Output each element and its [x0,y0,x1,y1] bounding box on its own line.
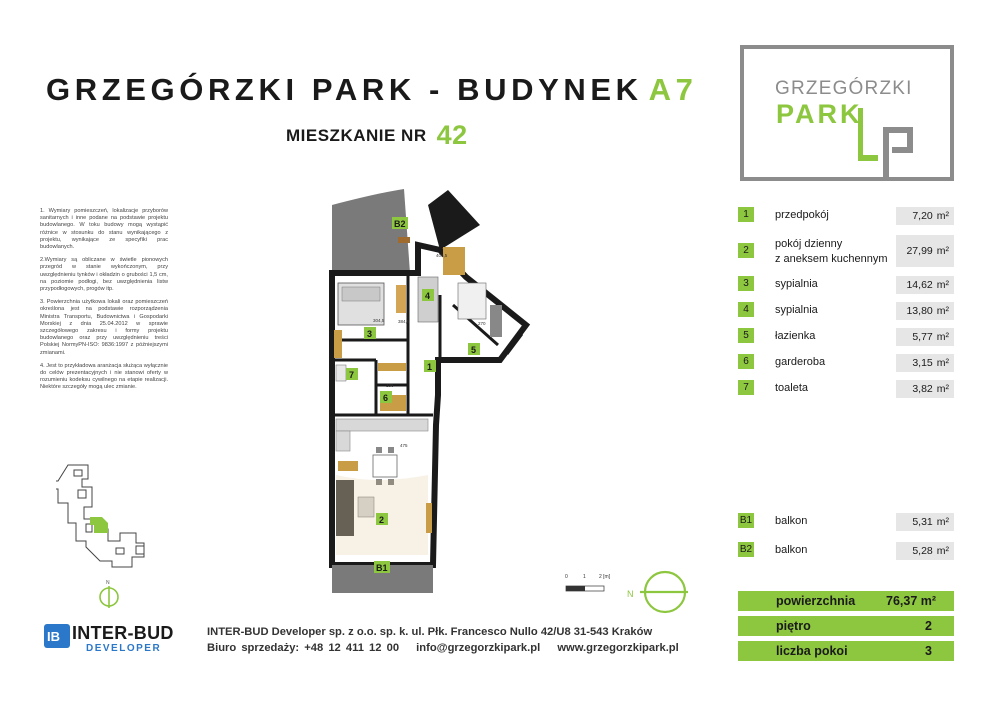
svg-text:1: 1 [583,574,586,580]
room-row [738,274,954,294]
developer-name: INTER-BUD [72,623,174,643]
note-1: 1. Wymiary pomieszczeń, lokalizacje przyborów sanitarnych i inne podane na podstawie projektu budowlanego. W toku budowy mogą wystąpić różnice w stosunku do stanu wynikającego z projektu, wynikające ze specyfiki prac budowlanych. [40,208,168,251]
room-row [738,235,954,267]
plan-label-room-1: 1 [427,362,433,372]
room-number: 3 [738,276,754,291]
apartment-heading: MIESZKANIE NR 42 [286,120,468,150]
room-name: sypialnia [775,304,818,316]
summary-area-value: 76,37 m² [886,594,937,608]
building-code: A7 [648,72,698,107]
note-3: 3. Powierzchnia użytkowa lokali oraz pomieszczeń określona jest na podstawie rozporządzenia Ministra Transportu, Budownictwa i Gospodarki Morskiej z dnia 25.04.2012 w sprawie szczegółowego zakresu i formy projektu budowlanego oraz przy uwzględnieniu treści Polskiej NormyPN-ISO: 9836:1997 z późniejszymi zmianami. [40,299,168,356]
sales-email-link[interactable]: info@grzegorzkipark.pl [416,642,541,654]
apartment-number: 42 [436,120,468,150]
room-row [738,378,954,398]
dim-label-c: 406,5 [436,253,448,258]
apartment-floor-plan [318,185,548,595]
dim-label-f: 270 [478,321,486,326]
summary-floor-label: piętro [776,619,811,633]
brand-logo-mark-icon [858,108,918,180]
room-area: 27,99 m² [896,235,954,267]
room-area: 3,15 m² [896,354,954,372]
balcony-name: balkon [775,515,808,527]
summary-area-label: powierzchnia [776,594,856,608]
sales-contact [207,642,691,654]
room-row [738,205,954,225]
plan-label-room-3: 3 [367,329,373,339]
developer-subtitle: DEVELOPER [86,643,162,654]
inter-bud-logo-icon [44,624,70,648]
room-number: 1 [738,207,754,222]
balcony-area: 5,31 m² [896,513,954,531]
summary-floor-value: 2 [925,619,932,633]
plan-label-room-6: 6 [383,393,389,403]
balcony-area: 5,28 m² [896,542,954,560]
room-area: 5,77 m² [896,328,954,346]
plan-label-room-7: 7 [349,370,355,380]
room-name: toaleta [775,382,809,394]
summary-rooms-value: 3 [925,644,932,658]
summary-floor-row [738,616,954,636]
plan-label-room-5: 5 [471,345,477,355]
balcony-number: B2 [739,544,753,555]
plan-label-b2: B2 [394,219,406,229]
balcony-number: B1 [739,515,753,526]
room-number: 2 [738,243,754,258]
balcony-name: balkon [775,544,808,556]
plan-label-room-4: 4 [425,291,431,301]
plan-label-b1: B1 [376,563,388,573]
svg-text:N: N [627,589,634,599]
brand-logo-park-text: PARK [776,99,863,129]
dim-label-a: 304,5 [373,318,385,323]
room-name: garderoba [775,356,826,368]
page-title: GRZEGÓRZKI PARK - BUDYNEK A7 [46,72,698,107]
room-row [738,352,954,372]
note-2: 2.Wymiary są obliczane w świetle pionowych przegród w stanie wykończonym, przy uwzględnieniu tynków i okładzin o grubości 1,5 cm, na poziomie podłogi, bez uwzględnienia listw przypodłogowych, progów itp. [40,257,168,293]
room-area: 7,20 m² [896,207,954,225]
note-4: 4. Jest to przykładowa aranżacja służąca wyłącznie do celów prezentacyjnych i nie stanowi oferty w rozumieniu kodeksu cywilnego na etapie realizacji. Niektóre szczegóły mogą ulec zmianie. [40,362,168,391]
summary-area-row [738,591,954,611]
room-row [738,300,954,320]
svg-text:N: N [106,580,110,586]
room-row [738,326,954,346]
dim-label-e: 136 [386,383,394,388]
summary-rooms-label: liczba pokoi [776,644,848,658]
room-number: 6 [738,354,754,369]
north-arrow-icon [97,578,121,608]
room-name: łazienka [775,330,816,342]
balcony-row [738,540,954,560]
room-name: sypialnia [775,278,818,290]
scale-bar [565,572,615,596]
room-number: 4 [738,302,754,317]
room-area: 3,82 m² [896,380,954,398]
brand-logo-top-text: GRZEGÓRZKI [775,78,913,99]
room-name: pokój dzienny z aneksem kuchennym [775,238,888,265]
company-address: INTER-BUD Developer sp. z o.o. sp. k. ul. Płk. Francesco Nullo 42/U8 31-543 Kraków [207,626,653,638]
sales-phone: Biuro sprzedaży: +48 12 411 12 00 [207,642,400,654]
website-link[interactable]: www.grzegorzkipark.pl [557,642,679,654]
dim-label-b: 384,5 [398,319,410,324]
balcony-row [738,511,954,531]
room-number: 5 [738,328,754,343]
plan-label-room-2: 2 [379,515,385,525]
svg-text:0: 0 [565,574,568,580]
svg-text:2 [m]: 2 [m] [599,574,611,580]
svg-text:IB: IB [47,629,60,644]
building-key-plan [56,460,166,575]
room-area: 13,80 m² [896,302,954,320]
room-number: 7 [738,380,754,395]
compass-icon [622,568,692,618]
room-area: 14,62 m² [896,276,954,294]
room-name: przedpokój [775,209,829,221]
summary-rooms-row [738,641,954,661]
dim-label-d: 475 [400,443,408,448]
legal-notes [40,208,168,398]
